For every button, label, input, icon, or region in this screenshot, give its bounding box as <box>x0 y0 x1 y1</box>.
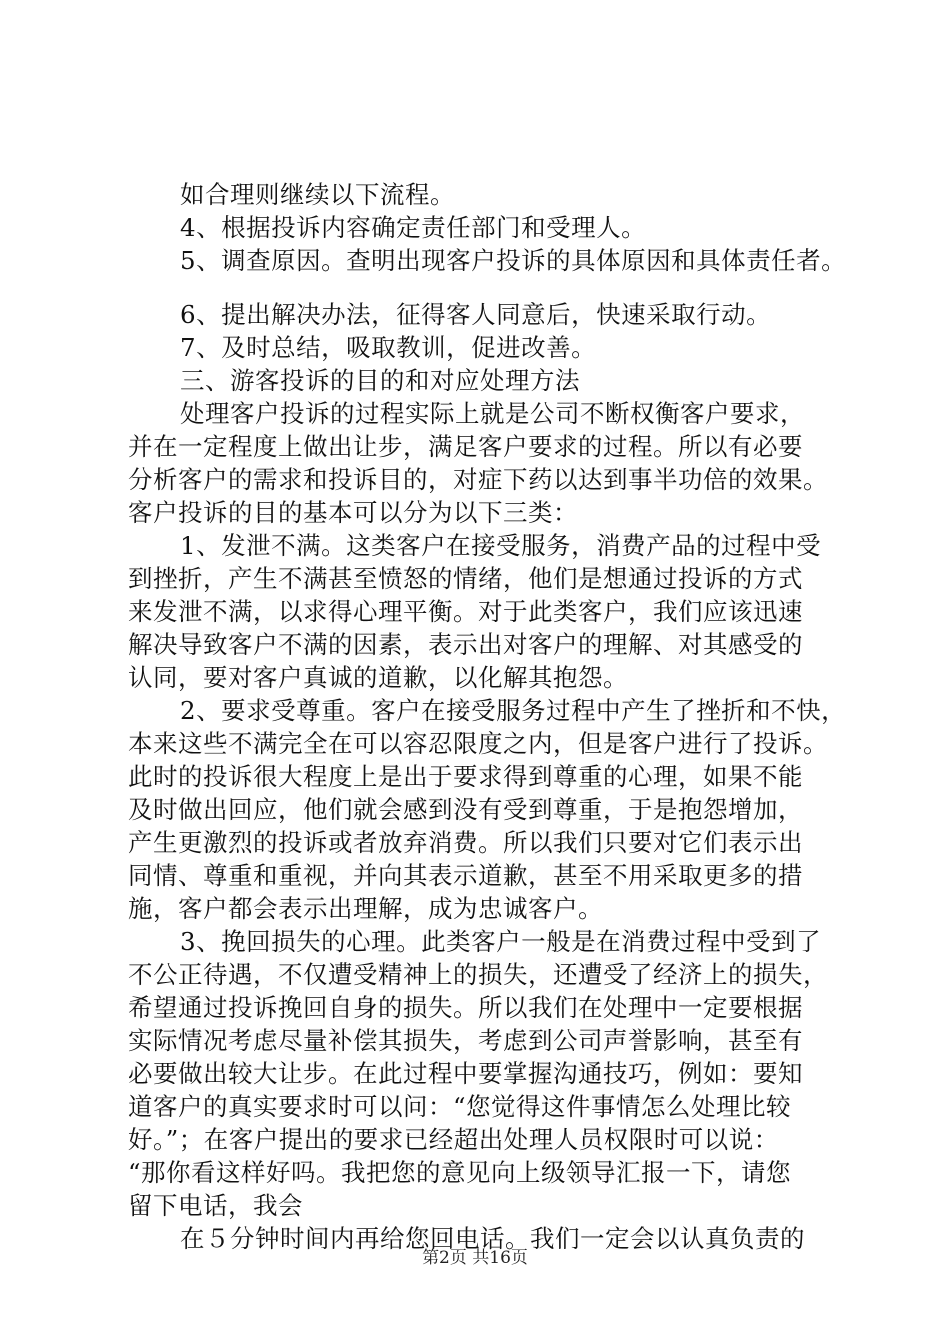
text-line: 及时做出回应，他们就会感到没有受到尊重，于是抱怨增加， <box>128 795 803 824</box>
text-line: 处理客户投诉的过程实际上就是公司不断权衡客户要求， <box>180 399 805 428</box>
text-line: 4、根据投诉内容确定责任部门和受理人。 <box>180 213 647 242</box>
text-line: 客户投诉的目的基本可以分为以下三类： <box>128 498 578 527</box>
page-number-footer: 第2页 共16页 <box>422 1248 528 1268</box>
text-line: 解决导致客户不满的因素，表示出对客户的理解、对其感受的 <box>128 630 803 659</box>
text-line: 到挫折，产生不满甚至愤怒的情绪，他们是想通过投诉的方式 <box>128 564 803 593</box>
text-line: 道客户的真实要求时可以问：“您觉得这件事情怎么处理比较 <box>128 1092 792 1121</box>
text-line: 留下电话，我会 <box>128 1191 303 1220</box>
text-line: 不公正待遇，不仅遭受精神上的损失，还遭受了经济上的损失， <box>128 960 828 989</box>
text-line: “那你看这样好吗。我把您的意见向上级领导汇报一下，请您 <box>128 1158 792 1187</box>
text-line: 5、调查原因。查明出现客户投诉的具体原因和具体责任者。 <box>180 246 847 275</box>
text-line: 希望通过投诉挽回自身的损失。所以我们在处理中一定要根据 <box>128 993 803 1022</box>
text-line: 本来这些不满完全在可以容忍限度之内，但是客户进行了投诉。 <box>128 729 828 758</box>
text-line: 必要做出较大让步。在此过程中要掌握沟通技巧，例如：要知 <box>128 1059 803 1088</box>
text-line: 6、提出解决办法，征得客人同意后，快速采取行动。 <box>180 300 772 329</box>
text-line: 并在一定程度上做出让步，满足客户要求的过程。所以有必要 <box>128 432 803 461</box>
text-line: 好。”；在客户提出的要求已经超出处理人员权限时可以说： <box>128 1125 779 1154</box>
text-line: 来发泄不满，以求得心理平衡。对于此类客户，我们应该迅速 <box>128 597 803 626</box>
text-line: 如合理则继续以下流程。 <box>180 180 455 209</box>
text-line: 2、要求受尊重。客户在接受服务过程中产生了挫折和不快， <box>180 696 847 725</box>
text-line: 认同，要对客户真诚的道歉，以化解其抱怨。 <box>128 663 628 692</box>
text-line: 同情、尊重和重视，并向其表示道歉，甚至不用采取更多的措 <box>128 861 803 890</box>
text-line: 施，客户都会表示出理解，成为忠诚客户。 <box>128 894 603 923</box>
text-line: 3、挽回损失的心理。此类客户一般是在消费过程中受到了 <box>180 927 822 956</box>
text-line: 此时的投诉很大程度上是出于要求得到尊重的心理，如果不能 <box>128 762 803 791</box>
text-line: 1、发泄不满。这类客户在接受服务，消费产品的过程中受 <box>180 531 822 560</box>
text-line: 实际情况考虑尽量补偿其损失，考虑到公司声誉影响，甚至有 <box>128 1026 803 1055</box>
text-line: 分析客户的需求和投诉目的，对症下药以达到事半功倍的效果。 <box>128 465 828 494</box>
section-heading: 三、游客投诉的目的和对应处理方法 <box>180 366 580 395</box>
text-line: 产生更激烈的投诉或者放弃消费。所以我们只要对它们表示出 <box>128 828 803 857</box>
text-line: 在５分钟时间内再给您回电话。我们一定会以认真负责的 <box>180 1224 805 1253</box>
text-line: 7、及时总结，吸取教训，促进改善。 <box>180 333 597 362</box>
